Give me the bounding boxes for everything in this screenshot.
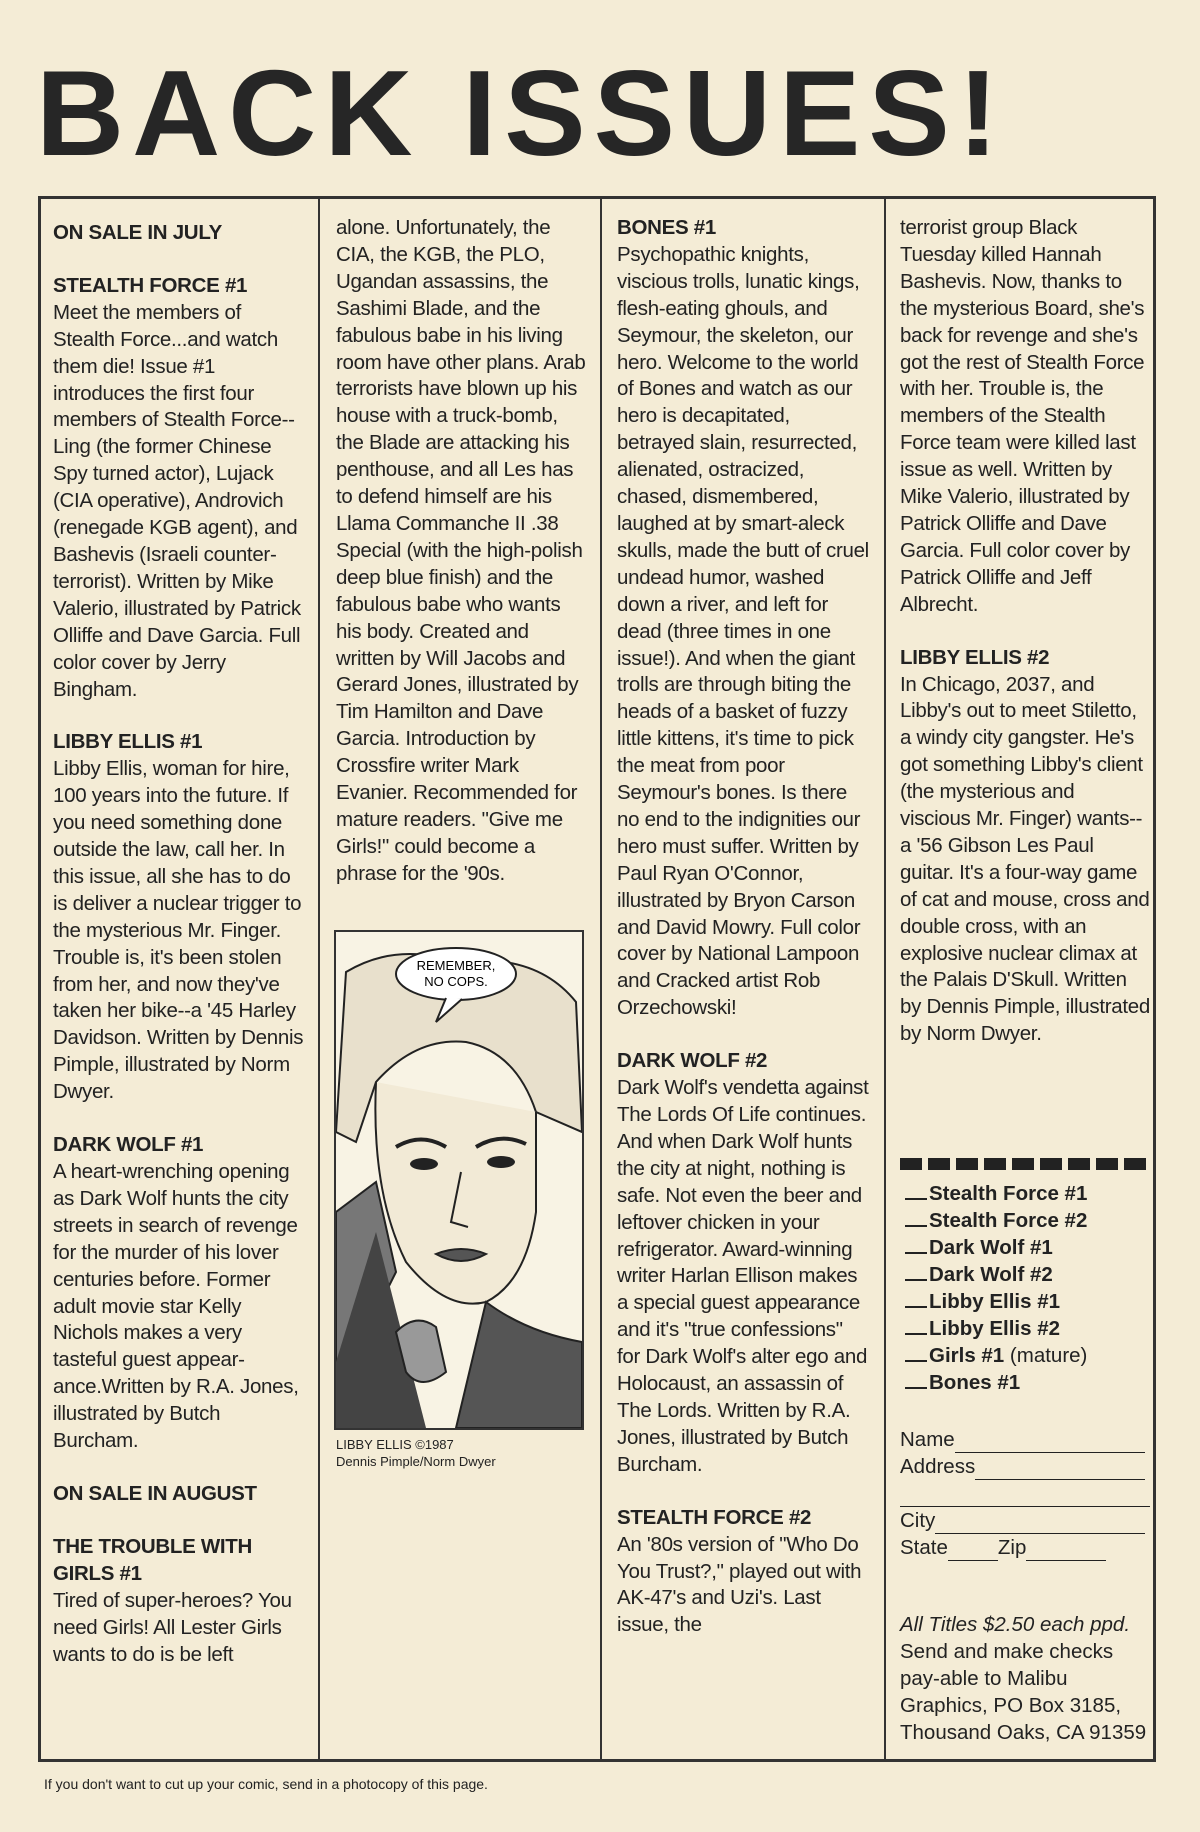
checklist-item[interactable]: Stealth Force #1 [905, 1180, 1087, 1207]
mailing-instructions: Send and make checks pay-able to Malibu Graphics, PO Box 3185, Thousand Oaks, CA 91359 [900, 1639, 1147, 1744]
article-body-dark-wolf-1: A heart-wrenching opening as Dark Wolf hunts the city streets in search of revenge for the murder of his lover centuries before. Former adult movie star Kelly Nichols makes a very tasteful guest appear-ance.Written by R.A. Jones, illustrated by Butch Burcham. [53, 1160, 299, 1453]
column-divider [600, 196, 602, 1762]
article-body-stealth-force-2: An '80s version of "Who Do You Trust?," played out with AK-47's and Uzi's. Last issue, the [617, 1532, 862, 1637]
address-field[interactable]: Address [900, 1453, 1150, 1480]
speech-text-1: REMEMBER, [416, 958, 496, 973]
checklist-item[interactable]: Dark Wolf #2 [905, 1261, 1087, 1288]
article-title-stealth-force-2: STEALTH FORCE #2 [617, 1505, 812, 1529]
caption-copyright: LIBBY ELLIS ©1987 [336, 1437, 454, 1452]
column-2 [336, 215, 588, 915]
order-checklist [905, 1180, 1087, 1396]
article-title-stealth-force-1: STEALTH FORCE #1 [53, 273, 248, 297]
section-heading-august: ON SALE IN AUGUST [53, 1481, 257, 1505]
price-note: All Titles $2.50 each ppd. [900, 1613, 1131, 1636]
checklist-item[interactable]: Bones #1 [905, 1369, 1087, 1396]
caption-credits: Dennis Pimple/Norm Dwyer [336, 1454, 496, 1469]
article-body-girls-1: Tired of super-heroes? You need Girls! All Lester Girls wants to do is be left [53, 1588, 292, 1666]
checkbox-blank[interactable] [905, 1315, 927, 1335]
illustration-caption [336, 1436, 496, 1470]
checkbox-blank[interactable] [905, 1234, 927, 1254]
article-title-libby-ellis-2: LIBBY ELLIS #2 [900, 645, 1050, 669]
article-title-dark-wolf-2: DARK WOLF #2 [617, 1049, 768, 1073]
libby-ellis-illustration [334, 930, 584, 1430]
footer-note: If you don't want to cut up your comic, send in a photocopy of this page. [44, 1776, 488, 1792]
column-divider [318, 196, 320, 1762]
checklist-item[interactable]: Girls #1 (mature) [905, 1342, 1087, 1369]
order-form-divider [900, 1158, 1150, 1170]
name-field[interactable]: Name [900, 1426, 1150, 1453]
checklist-item[interactable]: Dark Wolf #1 [905, 1234, 1087, 1261]
article-body-stealth-force-2-continued: terrorist group Black Tuesday killed Hannah Bashevis. Now, thanks to the mysterious Board, she's back for revenge and she's got the rest of Stealth Force with her. Trouble is, the members of the Stealth Force team were killed last issue as well. Written by Mike Valerio, illustrated by Patrick Olliffe and Dave Garcia. Full color cover by Patrick Olliffe and Jeff Albrecht. [900, 216, 1145, 616]
column-3 [617, 215, 871, 1745]
article-title-girls-1: THE TROUBLE WITH GIRLS #1 [53, 1534, 253, 1585]
article-body-libby-ellis-2: In Chicago, 2037, and Libby's out to meet Stiletto, a windy city gangster. He's got something Libby's client (the mysterious and viscious Mr. Finger) wants--a '56 Gibson Les Paul guitar. It's a four-way game of cat and mouse, cross and double cross, with an explosive nuclear climax at the Palais D'Skull. Written by Dennis Pimple, illustrated by Norm Dwyer. [900, 672, 1150, 1046]
address-line-2[interactable] [900, 1480, 1150, 1507]
checkbox-blank[interactable] [905, 1288, 927, 1308]
article-body-libby-ellis-1: Libby Ellis, woman for hire, 100 years into the future. If you need something done outside the law, call her. In this issue, all she has to do is deliver a nuclear trigger to the mysterious Mr. Finger. Trouble is, it's been stolen from her, and now they've taken her bike--a '45 Harley Davidson. Written by Dennis Pimple, illustrated by Norm Dwyer. [53, 757, 304, 1104]
article-title-bones-1: BONES #1 [617, 216, 716, 239]
checklist-item[interactable]: Libby Ellis #2 [905, 1315, 1087, 1342]
address-form [900, 1426, 1150, 1561]
column-divider [884, 196, 886, 1762]
checklist-item[interactable]: Stealth Force #2 [905, 1207, 1087, 1234]
checkbox-blank[interactable] [905, 1369, 927, 1389]
article-body-dark-wolf-2: Dark Wolf's vendetta against The Lords Of Life continues. And when Dark Wolf hunts the city at night, nothing is safe. Not even the beer and leftover chicken in your refrigerator. Award-winning writer Harlan Ellison makes a special guest appearance and it's "true confessions" for Dark Wolf's alter ego and Holocaust, an assassin of The Lords. Written by R.A. Jones, illustrated by Butch Burcham. [617, 1076, 869, 1476]
checkbox-blank[interactable] [905, 1261, 927, 1281]
article-title-dark-wolf-1: DARK WOLF #1 [53, 1133, 204, 1157]
column-1 [53, 215, 305, 1745]
article-title-libby-ellis-1: LIBBY ELLIS #1 [53, 730, 203, 754]
article-body-bones-1: Psychopathic knights, viscious trolls, lunatic kings, flesh-eating ghouls, and Seymour, the skeleton, our hero. Welcome to the world of Bones and watch as our hero is decapitated, betrayed slain, resurrected, alienated, ostracized, chased, dismembered, laughed at by smart-aleck skulls, made the butt of cruel undead humor, washed down a river, and left for dead (three times in one issue!). And when the giant trolls are through biting the heads of a basket of fuzzy little kittens, it's time to pick the meat from poor Seymour's bones. Is there no end to the indignities our hero must suffer. Written by Paul Ryan O'Connor, illustrated by Bryon Carson and David Mowry. Full color cover by National Lampoon and Cracked artist Rob Orzechowski! [617, 242, 869, 1020]
article-body-stealth-force-1: Meet the members of Stealth Force...and watch them die! Issue #1 introduces the first four members of Stealth Force--Ling (the former Chinese Spy turned actor), Lujack (CIA operative), Androvich (renegade KGB agent), and Bashevis (Israeli counter-terrorist). Written by Mike Valerio, illustrated by Patrick Olliffe and Dave Garcia. Full color cover by Jerry Bingham. [53, 300, 301, 701]
checklist-item[interactable]: Libby Ellis #1 [905, 1288, 1087, 1315]
section-heading-july: ON SALE IN JULY [53, 221, 223, 244]
page-title: BACK ISSUES! [36, 45, 1007, 181]
checkbox-blank[interactable] [905, 1207, 927, 1227]
state-zip-field[interactable]: State Zip [900, 1534, 1150, 1561]
checkbox-blank[interactable] [905, 1180, 927, 1200]
speech-text-2: NO COPS. [424, 974, 488, 989]
checkbox-blank[interactable] [905, 1342, 927, 1362]
column-4 [900, 215, 1150, 1145]
order-info [900, 1612, 1150, 1747]
comic-panel-image [336, 932, 582, 1428]
article-body-girls-1-continued: alone. Unfortunately, the CIA, the KGB, the PLO, Ugandan assassins, the Sashimi Blade, and the fabulous babe in his living room have other plans. Arab terrorists have blown up his house with a truck-bomb, the Blade are attacking his penthouse, and all Les has to defend himself are his Llama Commanche II .38 Special (with the high-polish deep blue finish) and the fabulous babe who wants his body. Created and written by Will Jacobs and Gerard Jones, illustrated by Tim Hamilton and Dave Garcia. Introduction by Crossfire writer Mark Evanier. Recommended for mature readers. "Give me Girls!" could become a phrase for the '90s. [336, 216, 586, 885]
city-field[interactable]: City [900, 1507, 1150, 1534]
